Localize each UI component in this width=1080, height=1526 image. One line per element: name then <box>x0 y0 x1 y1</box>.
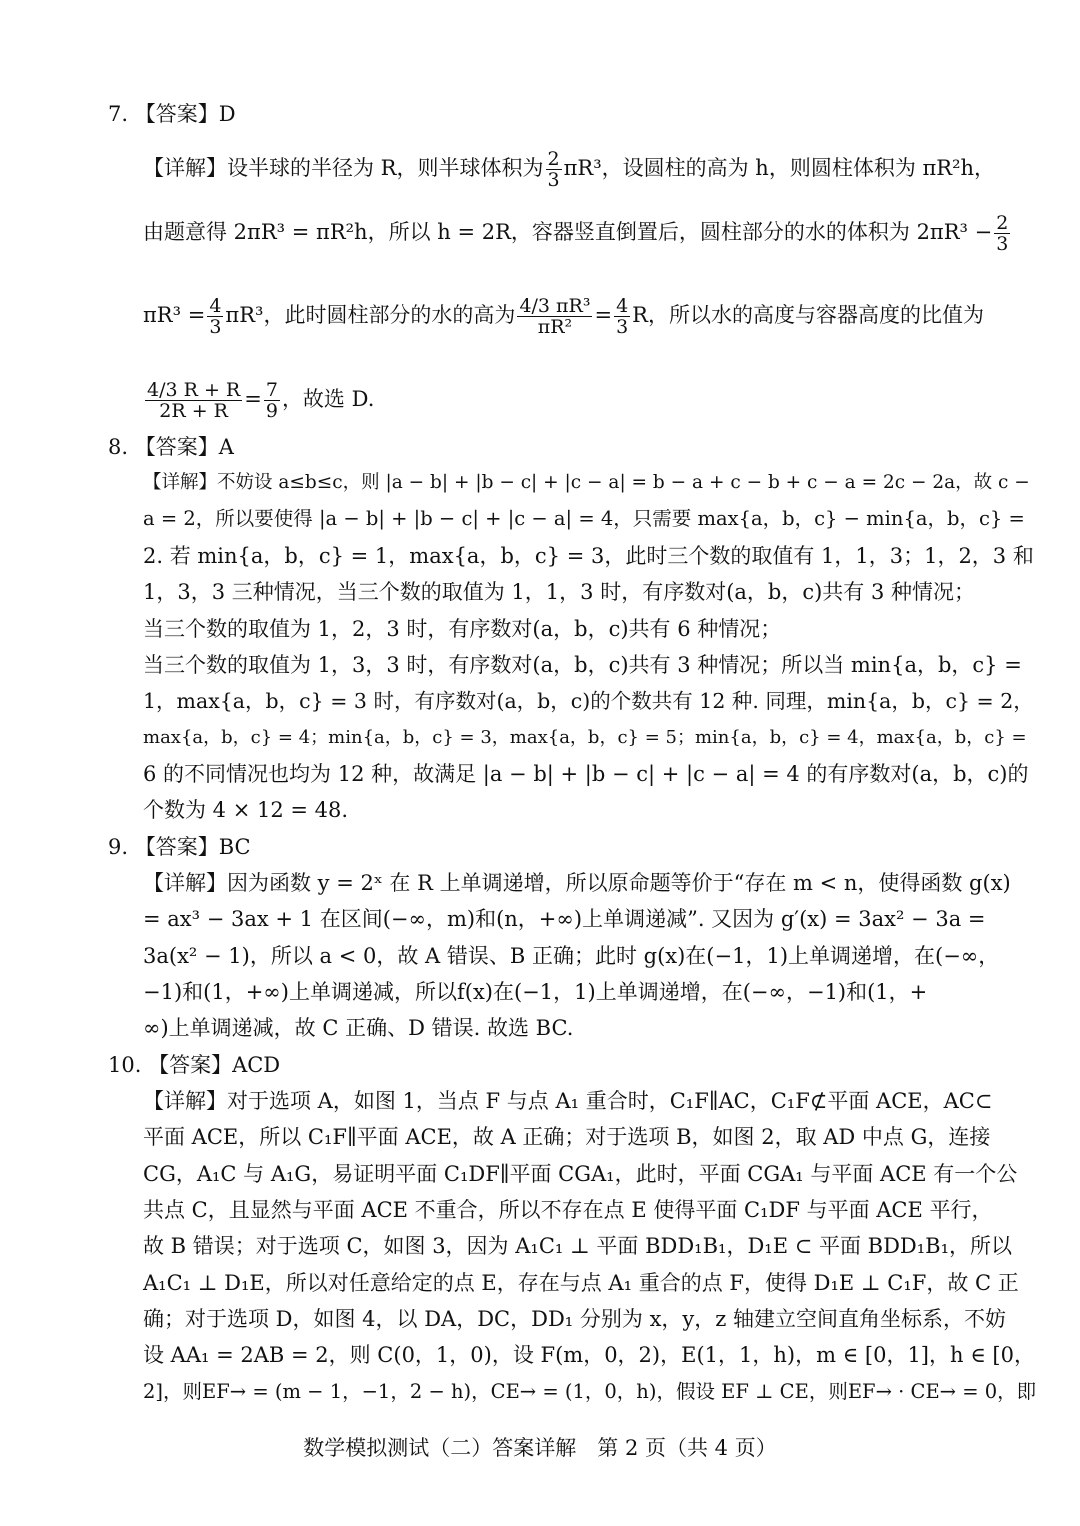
q7-line-1 <box>143 149 995 190</box>
q9-line: ∞)上单调递减，故 C 正确、D 错误. 故选 BC. <box>143 1016 574 1040</box>
q7-text: ，故选 D. <box>281 387 375 411</box>
q7-answer-heading: 7. 【答案】D <box>108 102 236 126</box>
q7-text: πR³，此时圆柱部分的水的高为 <box>225 303 516 327</box>
q7-text: 【详解】设半球的半径为 R，则半球体积为 <box>143 156 544 180</box>
q8-line: 6 的不同情况也均为 12 种，故满足 |a − b| + |b − c| + |c − a| = 4 的有序数对(a，b，c)的 <box>143 762 1029 786</box>
q8-answer-heading: 8. 【答案】A <box>108 435 234 459</box>
q7-text: = <box>244 387 262 411</box>
q10-line: 故 B 错误；对于选项 C，如图 3，因为 A₁C₁ ⊥ 平面 BDD₁B₁，D₁E ⊂ 平面 BDD₁B₁，所以 <box>143 1234 1013 1258</box>
q8-line: 当三个数的取值为 1，2，3 时，有序数对(a，b，c)共有 6 种情况； <box>143 617 782 641</box>
q8-line: 2. 若 min{a，b，c} = 1，max{a，b，c} = 3，此时三个数的取值有 1，1，3；1，2，3 和 <box>143 544 1034 568</box>
q10-line: 设 AA₁ = 2AB = 2，则 C(0，1，0)，设 F(m，0，2)，E(1，1，h)，m ∈ [0，1]，h ∈ [0， <box>143 1343 1035 1367</box>
q10-line: 确；对于选项 D，如图 4，以 DA，DC，DD₁ 分别为 x，y，z 轴建立空间直角坐标系，不妨 <box>143 1307 1007 1331</box>
q10-line: CG，A₁C 与 A₁G，易证明平面 C₁DF∥平面 CGA₁，此时，平面 CGA₁ 与平面 ACE 有一个公 <box>143 1162 1018 1186</box>
q10-line: A₁C₁ ⊥ D₁E，所以对任意给定的点 E，存在与点 A₁ 重合的点 F，使得 D₁E ⊥ C₁F，故 C 正 <box>143 1271 1019 1295</box>
q10-line: 2]，则EF→ = (m − 1，−1，2 − h)，CE→ = (1，0，h)，假设 EF ⊥ CE，则EF→ · CE→ = 0，即 <box>143 1380 1037 1403</box>
q7-text: = <box>594 303 613 327</box>
q8-line: 【详解】不妨设 a≤b≤c，则 |a − b| + |b − c| + |c − a| = b − a + c − b + c − a = 2c − 2a，故 c − <box>143 472 1030 493</box>
q9-line: −1)和(1，+∞)上单调递减，所以f(x)在(−1，1)上单调递增，在(−∞，−1)和(1，+ <box>143 980 928 1004</box>
q10-line: 平面 ACE，所以 C₁F∥平面 ACE，故 A 正确；对于选项 B，如图 2，取 AD 中点 G，连接 <box>143 1125 991 1149</box>
q8-line: 个数为 4 × 12 = 48. <box>143 798 349 822</box>
q7-text: πR³，设圆柱的高为 h，则圆柱体积为 πR²h， <box>563 156 996 180</box>
q7-text: 由题意得 2πR³ = πR²h，所以 h = 2R，容器竖直倒置后，圆柱部分的水的体积为 2πR³ − <box>143 220 993 244</box>
fraction: $\frac{2}{3}$ <box>996 212 1009 255</box>
q7-line-4 <box>143 380 374 421</box>
fraction: $\frac{2}{3}$ <box>547 148 560 191</box>
q10-line: 共点 C，且显然与平面 ACE 不重合，所以不存在点 E 使得平面 C₁DF 与平面 ACE 平行， <box>143 1198 993 1222</box>
q8-line: max{a，b，c} = 4；min{a，b，c} = 3，max{a，b，c} = 5；min{a，b，c} = 4，max{a，b，c} = <box>143 727 1027 748</box>
q8-line: 当三个数的取值为 1，3，3 时，有序数对(a，b，c)共有 3 种情况；所以当 min{a，b，c} = <box>143 653 1022 677</box>
q8-line: 1，max{a，b，c} = 3 时，有序数对(a，b，c)的个数共有 12 种. 同理，min{a，b，c} = 2， <box>143 689 1034 713</box>
q7-line-2 <box>143 213 1012 254</box>
fraction: $\frac{7}{9}$ <box>265 379 278 422</box>
q8-line: 1，3，3 三种情况，当三个数的取值为 1，1，3 时，有序数对(a，b，c)共有 3 种情况； <box>143 580 976 604</box>
fraction: $\frac{4}{3}$ <box>616 295 629 338</box>
q8-line: a = 2，所以要使得 |a − b| + |b − c| + |c − a| = 4，只需要 max{a，b，c} − min{a，b，c} = <box>143 507 1025 530</box>
q7-line-3 <box>143 296 984 337</box>
q9-line: 3a(x² − 1)，所以 a < 0，故 A 错误、B 正确；此时 g(x)在(−1，1)上单调递增，在(−∞， <box>143 944 1000 968</box>
fraction: $\frac{\text{4/3 πR³}}{\text{πR²}}$ <box>519 295 591 338</box>
fraction: $\frac{4}{3}$ <box>209 295 222 338</box>
fraction: $\frac{4/3 R + R}{2R + R}$ <box>147 379 241 422</box>
q7-text: R，所以水的高度与容器高度的比值为 <box>632 303 984 327</box>
q9-line: = ax³ − 3ax + 1 在区间(−∞，m)和(n，+∞)上单调递减”. 又因为 g′(x) = 3ax² − 3a = <box>143 907 986 931</box>
q10-answer-heading: 10. 【答案】ACD <box>108 1053 281 1077</box>
q7-text: πR³ = <box>143 303 206 327</box>
q10-line: 【详解】对于选项 A，如图 1，当点 F 与点 A₁ 重合时，C₁F∥AC，C₁F⊄平面 ACE，AC⊂ <box>143 1089 993 1113</box>
q9-answer-heading: 9. 【答案】BC <box>108 835 251 859</box>
page-footer: 数学模拟测试（二）答案详解 第 2 页（共 4 页） <box>303 1436 777 1460</box>
q9-line: 【详解】因为函数 y = 2ˣ 在 R 上单调递增，所以原命题等价于“存在 m < n，使得函数 g(x) <box>143 871 1011 895</box>
